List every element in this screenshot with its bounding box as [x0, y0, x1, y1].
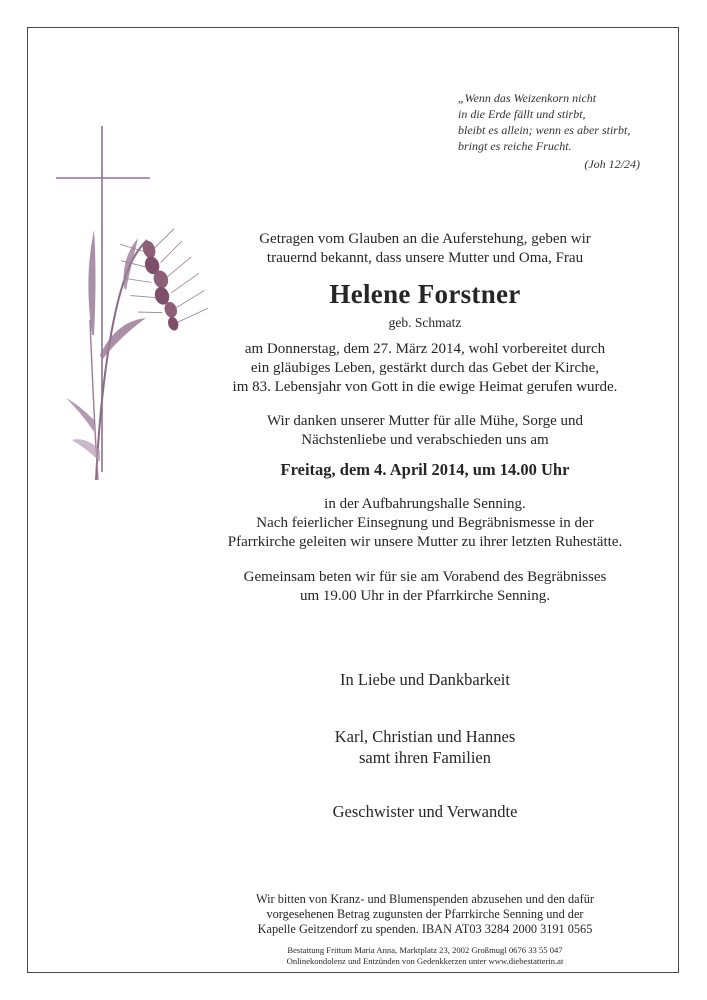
text-line: Kapelle Geitzendorf zu spenden. IBAN AT03 3284 2000 3191 0565: [257, 922, 593, 936]
text-line: trauernd bekannt, dass unsere Mutter und Oma, Frau: [266, 250, 584, 266]
thanks-text: [215, 412, 635, 450]
text-line: Bestattung Frittum Maria Anna, Marktplatz 23, 2002 Großmugl 0676 33 55 047: [287, 945, 563, 955]
text-line: in der Aufbahrungshalle Senning.: [324, 496, 526, 512]
text-line: am Donnerstag, dem 27. März 2014, wohl vorbereitet durch: [244, 341, 606, 357]
funeral-home-footer: [215, 945, 635, 967]
text-line: ein gläubiges Leben, gestärkt durch das Gebet der Kirche,: [250, 360, 600, 376]
text-line: Karl, Christian und Hannes: [334, 727, 516, 746]
text-line: Nächstenliebe und verabschieden uns am: [301, 432, 549, 448]
deceased-name: Helene Forstner: [329, 279, 521, 309]
quote-line: in die Erde fällt und stirbt,: [458, 107, 586, 121]
death-notice: [215, 340, 635, 397]
text-line: Gemeinsam beten wir für sie am Vorabend des Begräbnisses: [243, 569, 607, 585]
text-line: Wir danken unserer Mutter für alle Mühe, Sorge und: [266, 413, 584, 429]
text-line: Pfarrkirche geleiten wir unsere Mutter zu ihrer letzten Ruhestätte.: [227, 534, 623, 550]
quote-line: bringt es reiche Frucht.: [458, 139, 572, 153]
text-line: Getragen vom Glauben an die Auferstehung, geben wir: [259, 231, 591, 247]
text-line: um 19.00 Uhr in der Pfarrkirche Senning.: [300, 588, 550, 604]
text-line: im 83. Lebensjahr von Gott in die ewige Heimat gerufen wurde.: [232, 379, 618, 395]
text-line: Onlinekondolenz und Entzünden von Gedenkkerzen unter www.diebestatterin.at: [286, 956, 564, 966]
quote-reference: (Joh 12/24): [584, 157, 640, 171]
funeral-place: [215, 495, 635, 552]
text-line: Nach feierlicher Einsegnung und Begräbnismesse in der: [256, 515, 594, 531]
intro-text: [215, 230, 635, 268]
relatives: Geschwister und Verwandte: [332, 802, 518, 821]
prayer-notice: [215, 568, 635, 606]
donation-request: [215, 892, 635, 937]
bible-quote: [458, 90, 648, 172]
text-line: vorgesehenen Betrag zugunsten der Pfarrkirche Senning und der: [266, 907, 584, 921]
birth-name: geb. Schmatz: [388, 315, 462, 330]
quote-line: bleibt es allein; wenn es aber stirbt,: [458, 123, 631, 137]
cross-with-wheat-ear-icon: [50, 120, 210, 500]
text-line: samt ihren Familien: [359, 748, 491, 767]
quote-line: „Wenn das Weizenkorn nicht: [458, 91, 597, 105]
family-names: [215, 726, 635, 768]
text-line: Wir bitten von Kranz- und Blumenspenden abzusehen und den dafür: [256, 892, 594, 906]
funeral-date: Freitag, dem 4. April 2014, um 14.00 Uhr: [280, 460, 570, 479]
closing-phrase: In Liebe und Dankbarkeit: [340, 670, 510, 689]
